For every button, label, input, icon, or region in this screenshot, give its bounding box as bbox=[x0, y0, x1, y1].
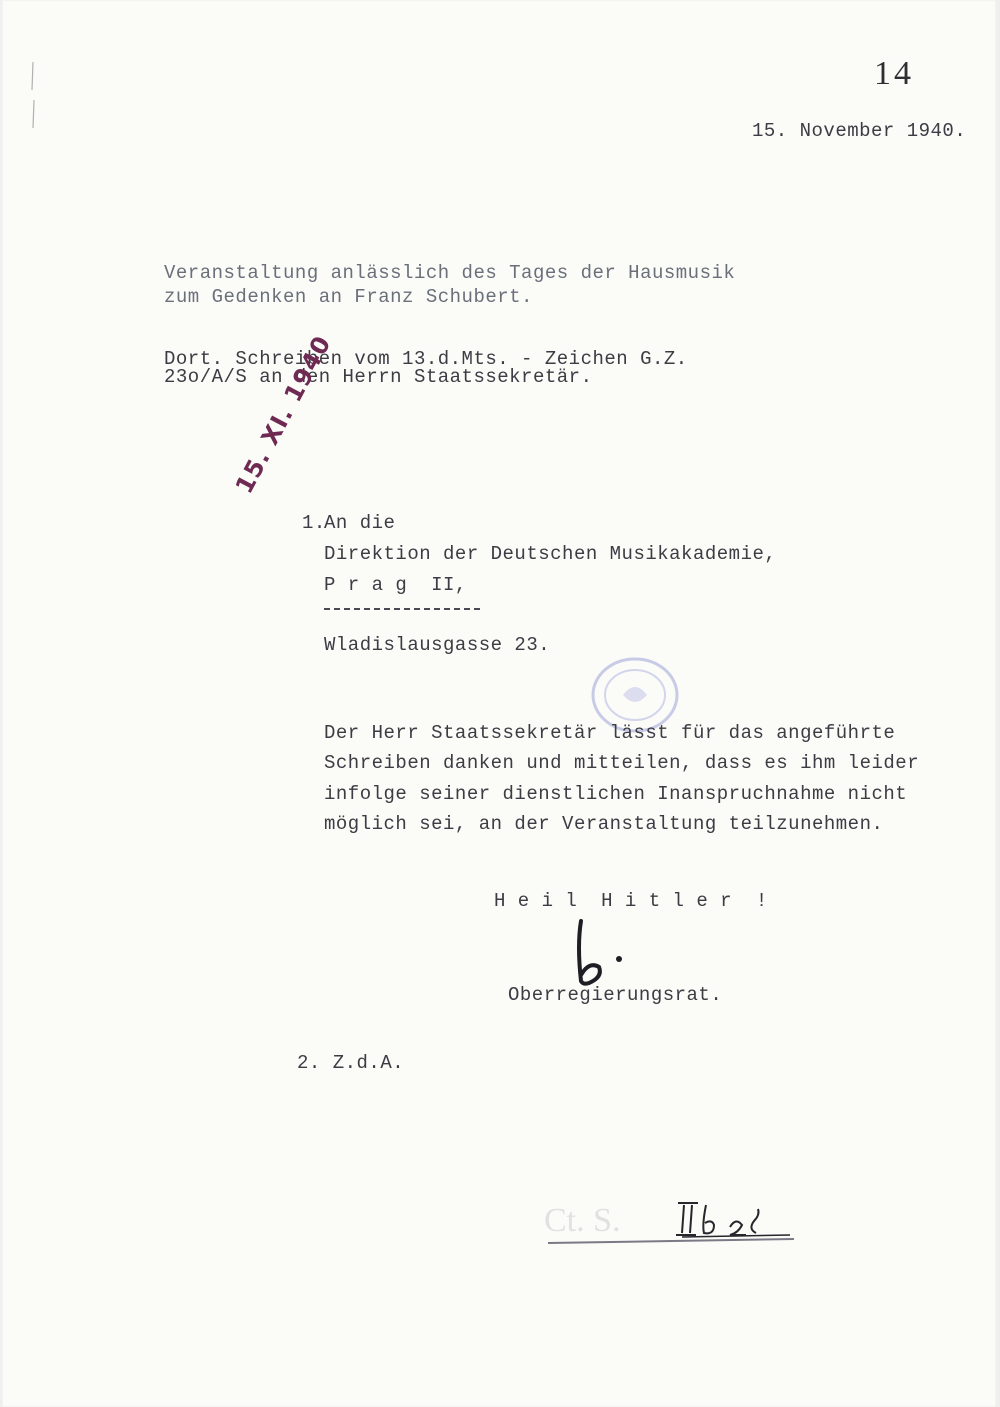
document-date: 15. November 1940. bbox=[752, 120, 967, 142]
body-line-1: Der Herr Staatssekretär lässt für das angeführte bbox=[324, 722, 896, 744]
subject-line-2: zum Gedenken an Franz Schubert. bbox=[164, 286, 533, 308]
handwritten-file-note bbox=[542, 1195, 802, 1250]
svg-text:Ct. S.: Ct. S. bbox=[544, 1202, 621, 1239]
body-line-4: möglich sei, an der Veranstaltung teilzunehmen. bbox=[324, 813, 884, 835]
subject-line-1: Veranstaltung anlässlich des Tages der Hausmusik bbox=[164, 262, 736, 284]
handwritten-signature bbox=[567, 915, 637, 990]
document-page bbox=[2, 0, 996, 1407]
address-line-3: P r a g II, bbox=[324, 574, 467, 596]
signer-title: Oberregierungsrat. bbox=[508, 984, 723, 1006]
address-line-1: An die bbox=[324, 512, 396, 534]
closing-salutation: H e i l H i t l e r ! bbox=[494, 890, 768, 912]
item-two: 2. Z.d.A. bbox=[297, 1052, 405, 1074]
received-date-stamp: 15. XI. 1940 bbox=[230, 330, 337, 499]
body-line-3: infolge seiner dienstlichen Inanspruchnahme nicht bbox=[324, 783, 908, 805]
reference-line-2: 23o/A/S an den Herrn Staatssekretär. bbox=[164, 366, 593, 388]
punch-mark bbox=[28, 60, 38, 130]
reference-line-1: Dort. Schreiben vom 13.d.Mts. - Zeichen G.Z. bbox=[164, 348, 688, 370]
body-line-2: Schreiben danken und mitteilen, dass es ihm leider bbox=[324, 752, 920, 774]
address-line-4: Wladislausgasse 23. bbox=[324, 634, 551, 656]
address-underline bbox=[324, 608, 480, 610]
address-number: 1. bbox=[302, 512, 326, 534]
folio-number: 14 bbox=[874, 55, 914, 92]
address-line-2: Direktion der Deutschen Musikakademie, bbox=[324, 543, 777, 565]
